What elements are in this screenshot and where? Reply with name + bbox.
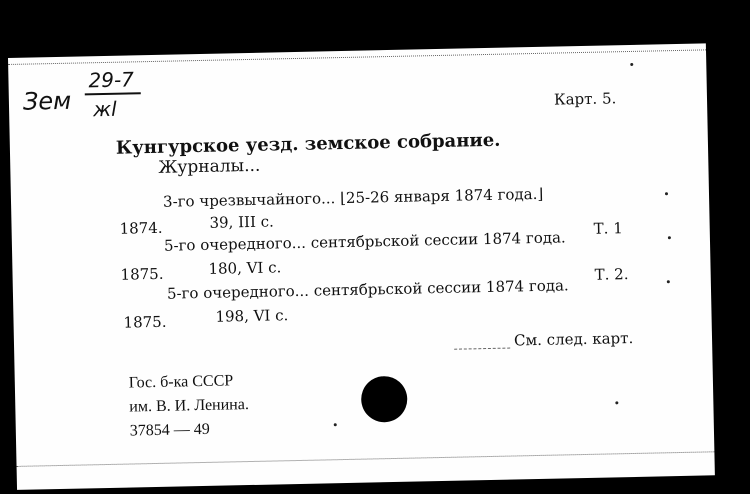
- entry-2-pages: 180, VI с.: [208, 258, 282, 278]
- call-number-prefix: Зем: [22, 86, 72, 116]
- library-line-3: 37854 — 49: [129, 420, 210, 440]
- catalog-card: [8, 43, 715, 490]
- entry-3-volume: Т. 2.: [594, 265, 629, 284]
- speck: [615, 401, 618, 404]
- see-next-card: См. след. карт.: [513, 328, 634, 350]
- call-number-numerator: 29-7: [88, 67, 135, 93]
- speck: [630, 63, 633, 66]
- speck: [334, 423, 337, 426]
- call-number-fraction-line: [85, 92, 141, 95]
- library-line-1: Гос. б-ка СССР: [128, 372, 234, 392]
- entry-3-year: 1875.: [123, 312, 167, 332]
- card-number: Карт. 5.: [553, 89, 617, 109]
- entry-1-year: 1874.: [119, 218, 163, 238]
- bottom-edge-line: [17, 451, 715, 467]
- card-title: Кунгурское уезд. земское собрание.: [115, 129, 501, 159]
- entry-3-description: 5-го очередного... сентябрьской сессии 1874 года.: [166, 276, 569, 303]
- punch-hole: [361, 376, 408, 423]
- top-edge-line: [8, 49, 706, 65]
- entry-1-pages: 39, III с.: [209, 212, 275, 232]
- entry-3-pages: 198, VI с.: [215, 306, 289, 326]
- speck: [667, 280, 670, 283]
- library-line-2: им. В. И. Ленина.: [129, 396, 250, 416]
- speck: [668, 236, 671, 239]
- entry-2-year: 1875.: [120, 264, 164, 284]
- entry-2-volume: Т. 1: [593, 219, 623, 238]
- entry-2-description: 5-го очередного... сентябрьской сессии 1874 года.: [163, 228, 566, 255]
- call-number-denominator: жl: [92, 96, 117, 122]
- entry-1-description: 3-го чрезвычайного... ⌊25-26 января 1874 года.⌋: [162, 184, 544, 211]
- speck: [665, 192, 668, 195]
- card-subtitle: Журналы...: [158, 155, 261, 178]
- see-next-leader: [454, 348, 510, 350]
